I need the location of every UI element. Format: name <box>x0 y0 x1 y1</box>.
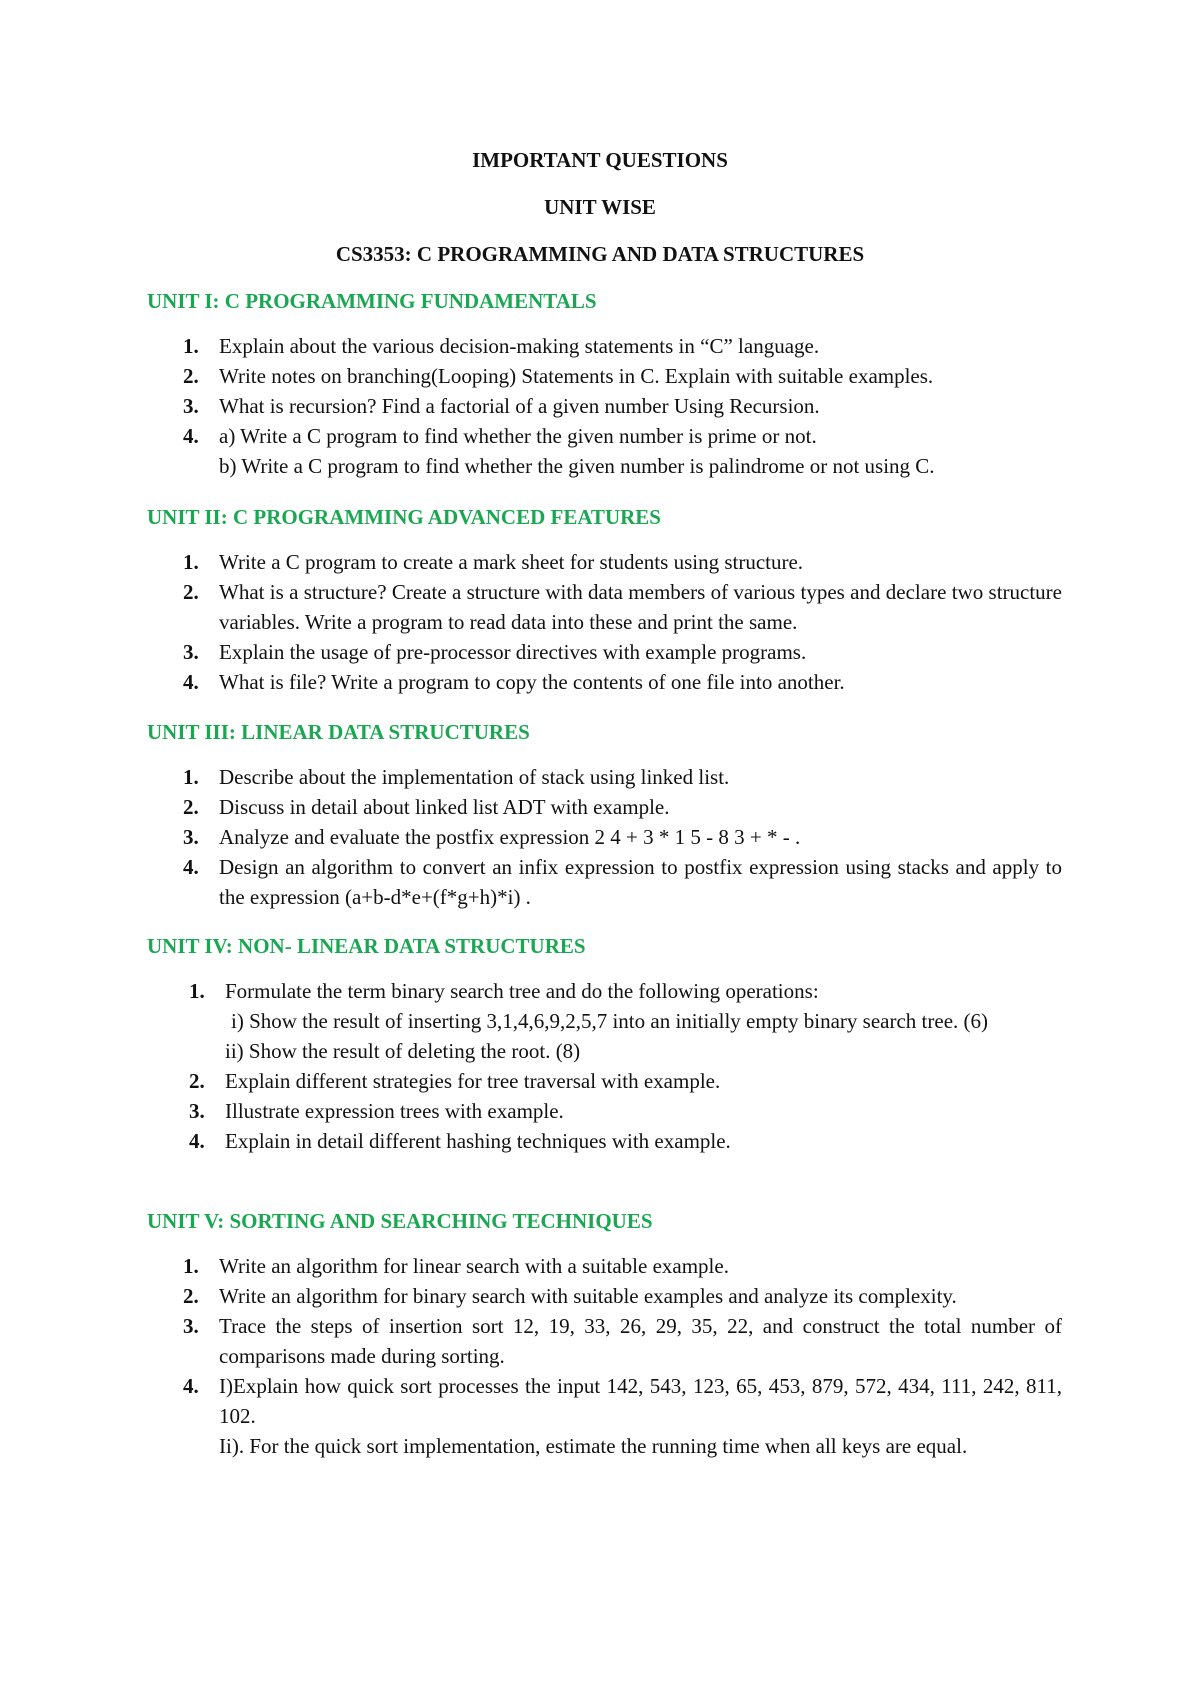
question-item <box>147 637 1062 667</box>
question-item <box>147 1311 1062 1371</box>
question-number: 4. <box>183 424 199 448</box>
question-item <box>147 1371 1062 1461</box>
doc-title: IMPORTANT QUESTIONS <box>472 148 728 172</box>
question-text: a) Write a C program to find whether the given number is prime or not. <box>219 424 817 448</box>
question-text: Explain different strategies for tree traversal with example. <box>225 1069 721 1093</box>
question-item <box>147 361 1062 391</box>
question-item <box>147 391 1062 421</box>
question-text: What is file? Write a program to copy the contents of one file into another. <box>219 670 845 694</box>
question-text: Describe about the implementation of stack using linked list. <box>219 765 730 789</box>
question-item <box>147 1281 1062 1311</box>
question-item <box>147 421 1062 481</box>
question-text: I)Explain how quick sort processes the input 142, 543, 123, 65, 453, 879, 572, 434, 111, 242, 811, 102. <box>219 1374 1062 1428</box>
unit-3-questions <box>147 762 1062 912</box>
unit-4-heading: UNIT IV: NON- LINEAR DATA STRUCTURES <box>147 934 586 958</box>
question-number: 3. <box>183 394 199 418</box>
question-text: Explain about the various decision-making statements in “C” language. <box>219 334 820 358</box>
question-item <box>147 976 1062 1066</box>
question-item <box>147 822 1062 852</box>
question-item <box>147 1066 1062 1096</box>
question-item <box>147 762 1062 792</box>
question-number: 1. <box>183 550 199 574</box>
question-number: 3. <box>183 640 199 664</box>
question-number: 1. <box>183 765 199 789</box>
unit-2-questions <box>147 547 1062 697</box>
question-item <box>147 852 1062 912</box>
question-number: 4. <box>189 1129 205 1153</box>
unit-5-heading: UNIT V: SORTING AND SEARCHING TECHNIQUES <box>147 1209 653 1233</box>
question-number: 4. <box>183 670 199 694</box>
question-number: 4. <box>183 855 199 879</box>
question-item <box>147 1096 1062 1126</box>
question-text: Discuss in detail about linked list ADT with example. <box>219 795 670 819</box>
question-text: Write a C program to create a mark sheet for students using structure. <box>219 550 804 574</box>
question-number: 2. <box>183 1284 199 1308</box>
question-number: 3. <box>183 825 199 849</box>
question-number: 1. <box>183 1254 199 1278</box>
question-subpart: ii) Show the result of deleting the root. (8) <box>225 1039 581 1063</box>
question-text: Formulate the term binary search tree and do the following operations: <box>225 979 819 1003</box>
question-item <box>147 667 1062 697</box>
question-text: Explain in detail different hashing techniques with example. <box>225 1129 731 1153</box>
question-text: Write notes on branching(Looping) Statements in C. Explain with suitable examples. <box>219 364 934 388</box>
question-text: Illustrate expression trees with example. <box>225 1099 564 1123</box>
question-item <box>147 577 1062 637</box>
question-text: Design an algorithm to convert an infix expression to postfix expression using stacks and apply to the expression (a+b-d*e+(f*g+h)*i) . <box>219 855 1062 909</box>
question-text: What is recursion? Find a factorial of a given number Using Recursion. <box>219 394 820 418</box>
question-number: 3. <box>183 1314 199 1338</box>
question-text: Write an algorithm for binary search with suitable examples and analyze its complexity. <box>219 1284 957 1308</box>
question-number: 2. <box>183 364 199 388</box>
question-item <box>147 1251 1062 1281</box>
question-number: 3. <box>189 1099 205 1123</box>
unit-2-heading: UNIT II: C PROGRAMMING ADVANCED FEATURES <box>147 505 661 529</box>
question-item <box>147 1126 1062 1156</box>
unit-3-heading: UNIT III: LINEAR DATA STRUCTURES <box>147 720 530 744</box>
question-text: Ii). For the quick sort implementation, estimate the running time when all keys are equal. <box>219 1434 968 1458</box>
unit-4-questions <box>147 976 1062 1156</box>
question-number: 1. <box>189 979 205 1003</box>
question-text: Write an algorithm for linear search with a suitable example. <box>219 1254 729 1278</box>
question-number: 1. <box>183 334 199 358</box>
question-number: 4. <box>183 1374 199 1398</box>
question-text: Analyze and evaluate the postfix expression 2 4 + 3 * 1 5 - 8 3 + * - . <box>219 825 801 849</box>
question-item <box>147 792 1062 822</box>
question-item <box>147 331 1062 361</box>
unit-1-questions <box>147 331 1062 481</box>
doc-subtitle: UNIT WISE <box>544 195 656 219</box>
question-number: 2. <box>189 1069 205 1093</box>
question-item <box>147 547 1062 577</box>
question-subpart: i) Show the result of inserting 3,1,4,6,9,2,5,7 into an initially empty binary search tree. (6) <box>231 1009 989 1033</box>
unit-5-questions <box>147 1251 1062 1461</box>
question-text: b) Write a C program to find whether the given number is palindrome or not using C. <box>219 454 935 478</box>
question-number: 2. <box>183 580 199 604</box>
question-text: What is a structure? Create a structure with data members of various types and declare two structure variables. Write a program to read data into these and print the same. <box>219 580 1062 634</box>
question-number: 2. <box>183 795 199 819</box>
question-text: Trace the steps of insertion sort 12, 19, 33, 26, 29, 35, 22, and construct the total number of comparisons made during sorting. <box>219 1314 1062 1368</box>
unit-1-heading: UNIT I: C PROGRAMMING FUNDAMENTALS <box>147 289 597 313</box>
course-title: CS3353: C PROGRAMMING AND DATA STRUCTURES <box>335 242 865 266</box>
question-text: Explain the usage of pre-processor directives with example programs. <box>219 640 807 664</box>
